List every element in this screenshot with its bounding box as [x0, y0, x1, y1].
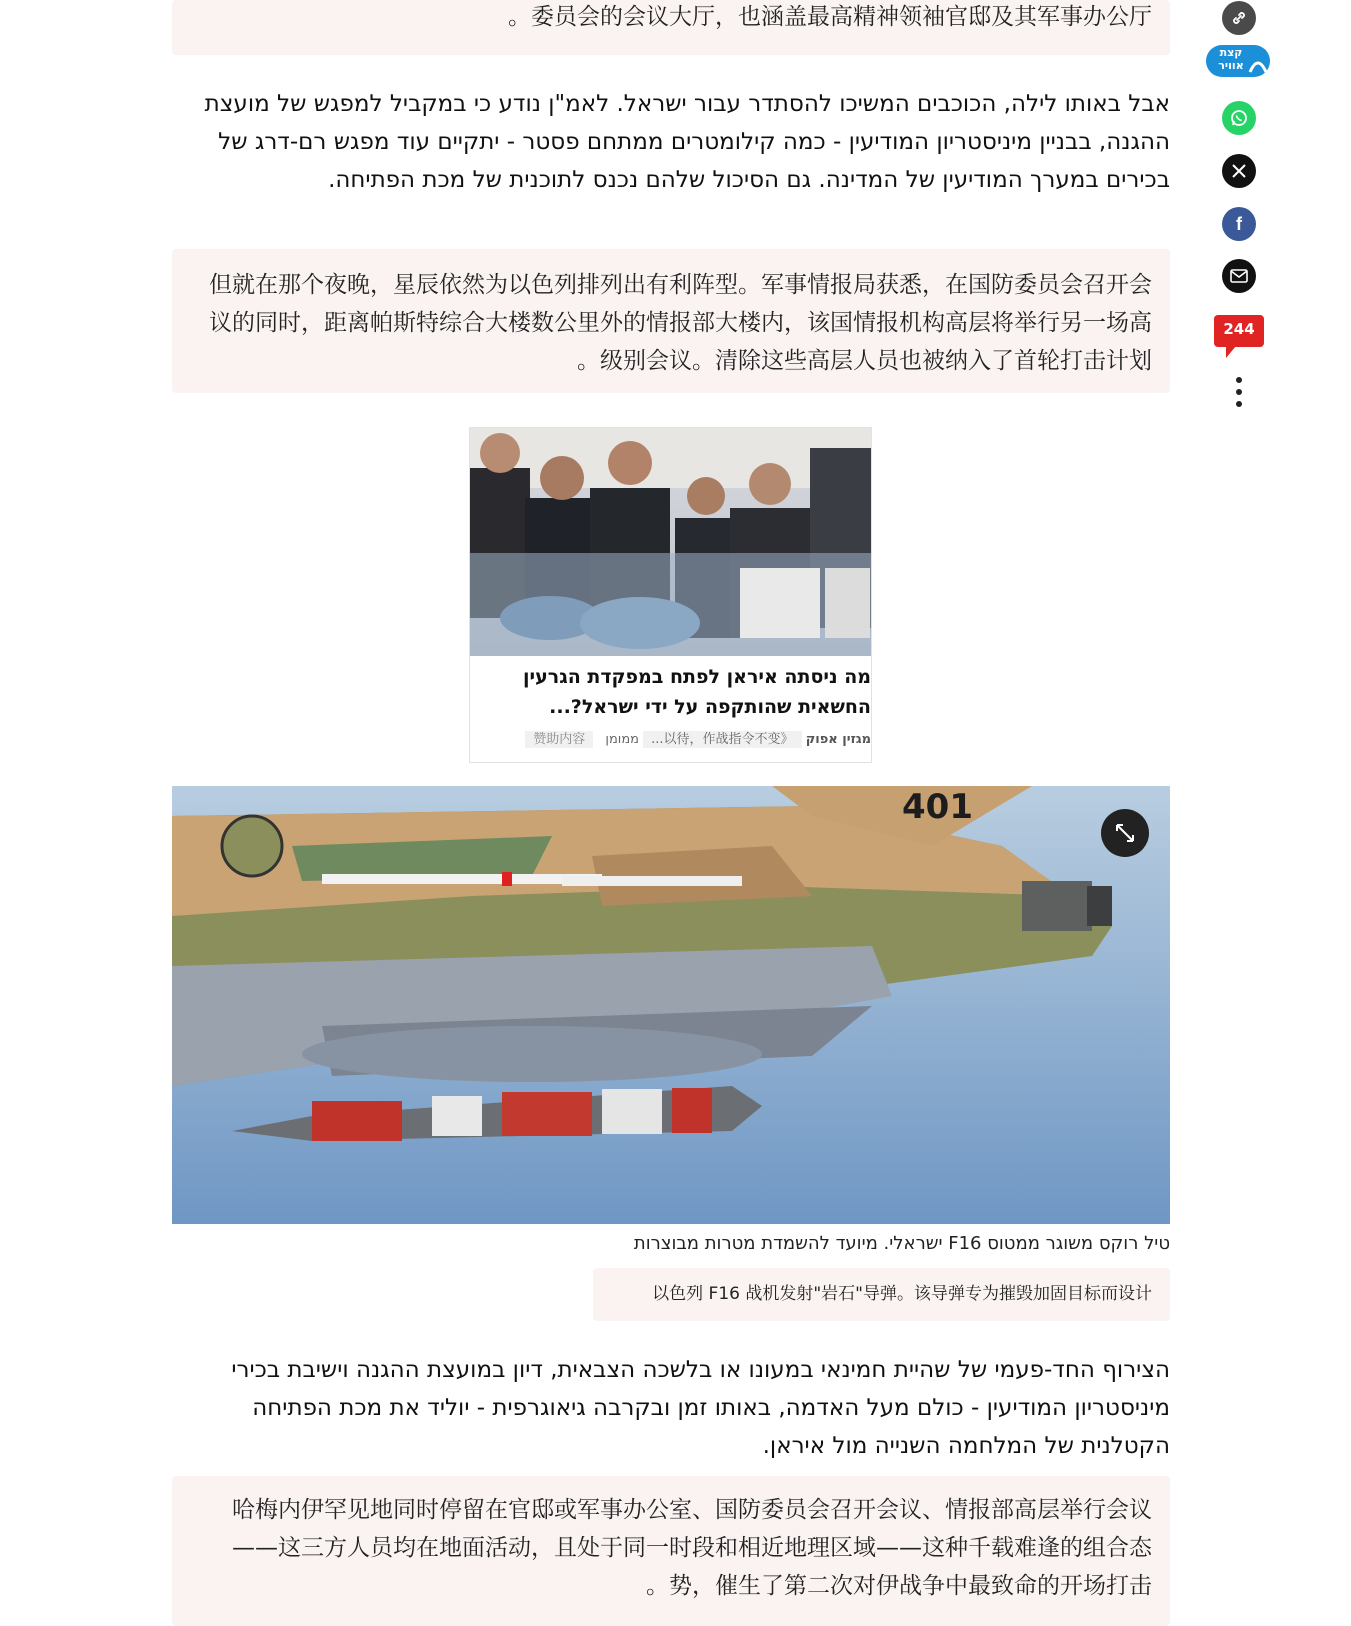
promo-image	[470, 428, 872, 656]
comments-count: 244	[1223, 320, 1255, 338]
expand-image-button[interactable]	[1101, 809, 1149, 857]
promo-meta	[481, 728, 871, 747]
tail-number: 401	[902, 787, 973, 827]
promo-sponsored-zh: 赞助内容	[525, 731, 593, 748]
promo-source: מגזין אפוק	[805, 732, 871, 747]
article-paragraph: אבל באותו לילה, הכוכבים המשיכו להסתדר עבור ישראל. לאמ"ן נודע כי במקביל למפגש של מועצת ההגנה, בבניין מיניסטריון המודיעין - כמה קילומטרים ממתחם פסטר - יתקיים עוד מפגש רם-דרג של בכירים במערך המודיעין של המדינה. גם הסיכול שלהם נכנס לתוכנית של מכת הפתיחה.	[204, 91, 1170, 193]
comments-button[interactable]	[1214, 315, 1264, 359]
kan-label-1: קצת	[1219, 46, 1243, 59]
expand-icon	[1114, 822, 1136, 844]
whatsapp-icon	[1229, 108, 1249, 128]
translation-block: 哈梅内伊罕见地同时停留在官邸或军事办公室、国防委员会召开会议、情报部高层举行会议——这三方人员均在地面活动，且处于同一时段和相近地理区域——这种千载难逢的组合态势，催生了第二次对伊战争中最致命的开场打击。	[172, 1476, 1170, 1626]
sponsored-article-card[interactable]	[469, 427, 872, 763]
x-icon	[1231, 163, 1247, 179]
link-icon	[1230, 9, 1248, 27]
promo-title[interactable]: מה ניסתה איראן לפתח במפקדת הגרעין החשאית שהותקפה על ידי ישראל?...	[523, 666, 871, 718]
translation-caption: 以色列 F16 战机发射"岩石"导弹。该导弹专为摧毁加固目标而设计	[593, 1268, 1170, 1321]
article-main-image[interactable]	[172, 786, 1170, 1224]
x-share-button[interactable]	[1222, 154, 1256, 188]
copy-link-button[interactable]	[1222, 1, 1256, 35]
promo-snippet: 《以待，作战指令不变...	[643, 731, 801, 748]
kan-label-2: אוויר	[1218, 59, 1244, 72]
translation-text: 委员会的会议大厅，也涵盖最高精神领袖官邸及其军事办公厅。	[508, 4, 1152, 30]
facebook-icon: f	[1236, 213, 1242, 234]
translation-block: 但就在那个夜晚，星辰依然为以色列排列出有利阵型。军事情报局获悉，在国防委员会召开会议的同时，距离帕斯特综合大楼数公里外的情报部大楼内，该国情报机构高层将举行另一场高级别会议。清除这些高层人员也被纳入了首轮打击计划。	[172, 249, 1170, 393]
promo-sponsored-he: ממומן	[605, 732, 639, 747]
more-options-button[interactable]	[1232, 375, 1246, 409]
more-icon	[1232, 375, 1246, 409]
whatsapp-share-button[interactable]	[1222, 101, 1256, 135]
facebook-share-button[interactable]	[1222, 207, 1256, 241]
mail-icon	[1230, 269, 1248, 283]
translation-block-top	[172, 0, 1170, 55]
kan-radio-button[interactable]	[1206, 42, 1270, 80]
image-caption: טיל רוקס משוגר ממטוס F16 ישראלי. מיועד להשמדת מטרות מבוצרות	[633, 1233, 1170, 1254]
email-share-button[interactable]	[1222, 259, 1256, 293]
article-paragraph: הצירוף החד-פעמי של שהיית חמינאי במעונו או בלשכה הצבאית, דיון במועצת ההגנה וישיבת בכירי מיניסטריון המודיעין - כולם מעל האדמה, באותו זמן ובקרבה גיאוגרפית - יוליד את מכת הפתיחה הקטלנית של המלחמה השנייה מול איראן.	[231, 1357, 1170, 1459]
